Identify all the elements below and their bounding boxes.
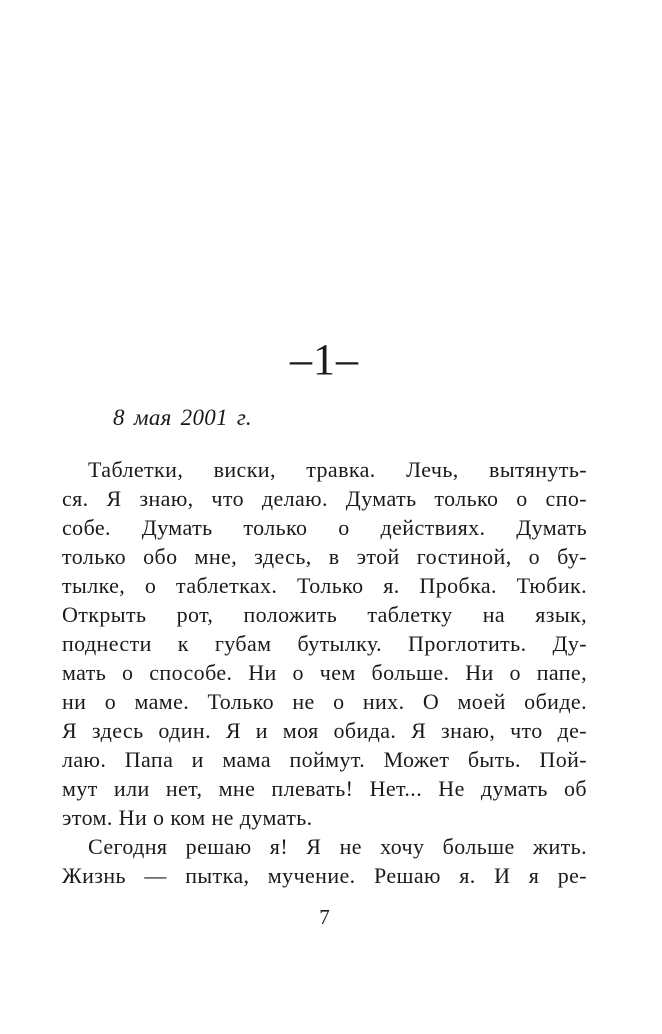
text-line: тылке, о таблетках. Только я. Пробка. Тюбик.: [62, 573, 587, 598]
text-line: ни о маме. Только не о них. О моей обиде.: [62, 689, 587, 714]
text-line: Открыть рот, положить таблетку на язык,: [62, 602, 587, 627]
text-line: Сегодня решаю я! Я не хочу больше жить.: [88, 834, 587, 859]
text-line: Жизнь — пытка, мучение. Решаю я. И я ре-: [62, 863, 587, 888]
body-text: [62, 455, 587, 890]
text-line: лаю. Папа и мама поймут. Может быть. Пой-: [62, 747, 587, 772]
text-line: поднести к губам бутылку. Проглотить. Ду-: [62, 631, 587, 656]
text-line: только обо мне, здесь, в этой гостиной, о бу-: [62, 544, 587, 569]
text-line: ся. Я знаю, что делаю. Думать только о спо-: [62, 486, 587, 511]
text-line: этом. Ни о ком не думать.: [62, 805, 313, 830]
text-line: Я здесь один. Я и моя обида. Я знаю, что де-: [62, 718, 587, 743]
text-line: мут или нет, мне плевать! Нет... Не думать об: [62, 776, 587, 801]
entry-date: 8 мая 2001 г.: [113, 405, 252, 430]
chapter-heading: –1–: [290, 335, 359, 384]
text-line: мать о способе. Ни о чем больше. Ни о папе,: [62, 660, 587, 685]
text-line: собе. Думать только о действиях. Думать: [62, 515, 587, 540]
page-number: 7: [319, 905, 330, 929]
text-line: Таблетки, виски, травка. Лечь, вытянуть-: [88, 457, 587, 482]
